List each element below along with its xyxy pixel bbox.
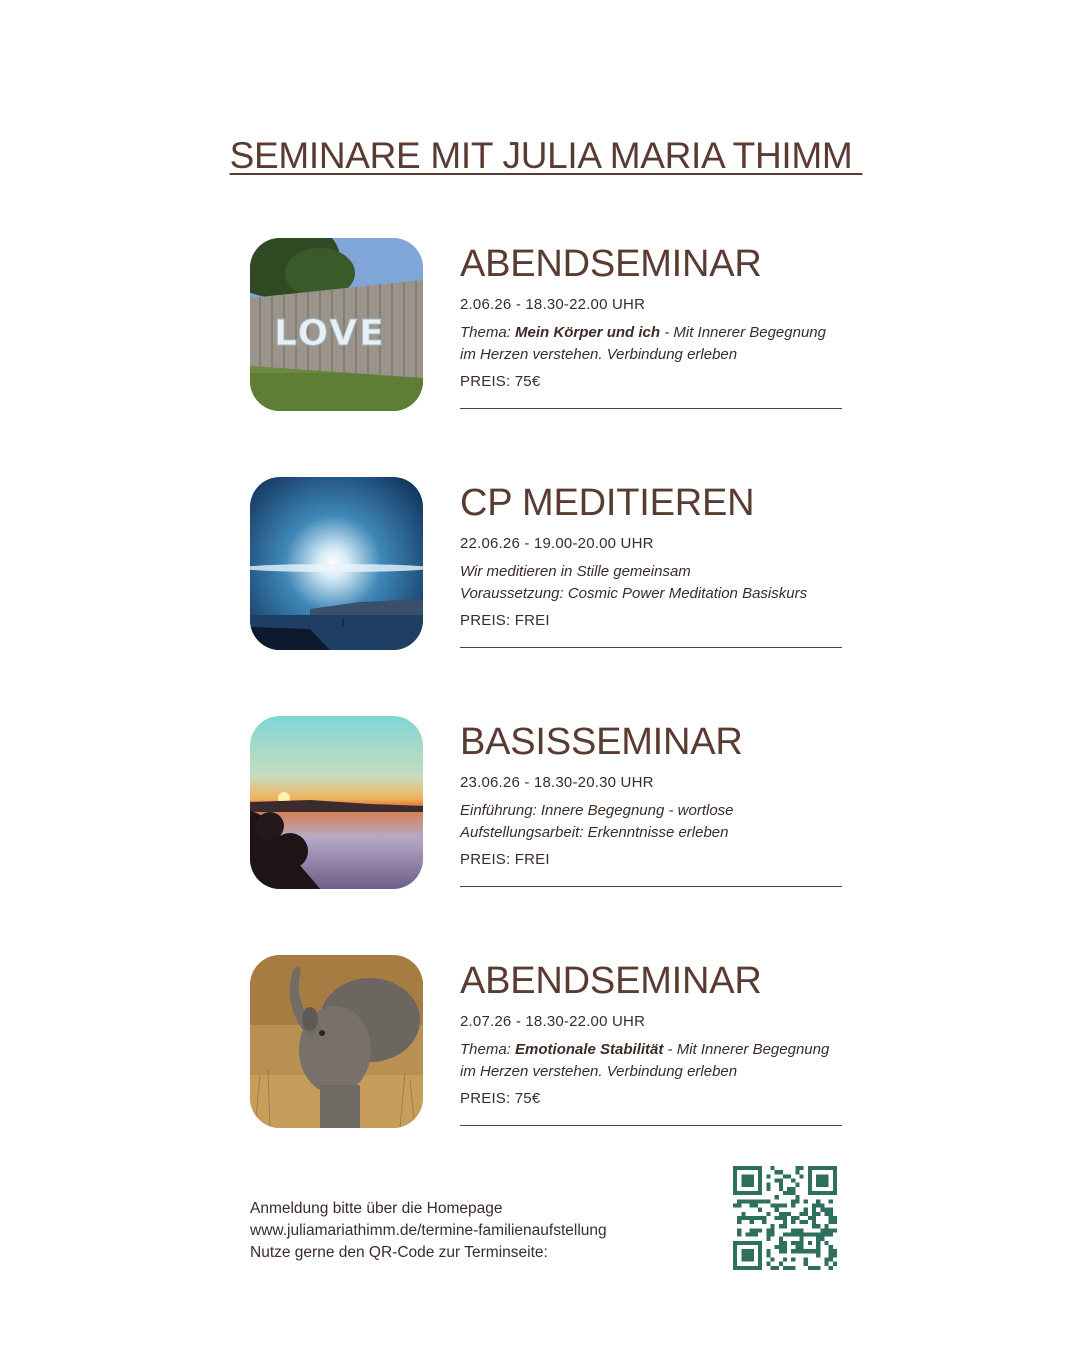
event-card xyxy=(250,238,850,413)
event-price: PREIS: 75€ xyxy=(460,373,541,390)
event-title: ABENDSEMINAR xyxy=(460,960,762,1002)
event-price: PREIS: FREI xyxy=(460,851,550,868)
love-fence-image xyxy=(250,238,423,411)
event-description: Einführung: Innere Begegnung - wortlose Aufstellungsarbeit: Erkenntnisse erleben xyxy=(460,802,734,841)
svg-text:LOVE: LOVE xyxy=(274,313,386,354)
event-date: 23.06.26 - 18.30-20.30 UHR xyxy=(460,774,654,791)
event-date: 2.06.26 - 18.30-22.00 UHR xyxy=(460,296,646,313)
event-description: Thema: Mein Körper und ich - Mit Innerer Begegnung im Herzen verstehen. Verbindung erleben xyxy=(460,324,826,363)
sun-over-lake-image xyxy=(250,477,423,650)
divider xyxy=(460,886,842,887)
divider xyxy=(460,408,842,409)
event-title: CP MEDITIEREN xyxy=(460,482,755,524)
page-title: SEMINARE MIT JULIA MARIA THIMM xyxy=(229,135,863,176)
event-price: PREIS: 75€ xyxy=(460,1090,541,1107)
event-title: ABENDSEMINAR xyxy=(460,243,762,285)
divider xyxy=(460,647,842,648)
sunset-lake-image xyxy=(250,716,423,889)
event-card xyxy=(250,955,850,1130)
registration-note xyxy=(250,1198,710,1264)
footer-line: Anmeldung bitte über die Homepage xyxy=(250,1200,503,1217)
event-date: 2.07.26 - 18.30-22.00 UHR xyxy=(460,1013,646,1030)
elephant-calf-image xyxy=(250,955,423,1128)
event-date: 22.06.26 - 19.00-20.00 UHR xyxy=(460,535,654,552)
event-description: Thema: Emotionale Stabilität - Mit Innerer Begegnung im Herzen verstehen. Verbindung erleben xyxy=(460,1041,830,1080)
divider xyxy=(460,1125,842,1126)
footer-line: Nutze gerne den QR-Code zur Terminseite: xyxy=(250,1244,548,1261)
homepage-link[interactable]: www.juliamariathimm.de/termine-familienaufstellung xyxy=(250,1222,607,1239)
event-price: PREIS: FREI xyxy=(460,612,550,629)
event-card xyxy=(250,477,850,652)
event-description: Wir meditieren in Stille gemeinsam Voraussetzung: Cosmic Power Meditation Basiskurs xyxy=(460,563,808,602)
event-title: BASISSEMINAR xyxy=(460,721,743,763)
qr-code-icon[interactable] xyxy=(733,1166,837,1270)
event-card xyxy=(250,716,850,891)
